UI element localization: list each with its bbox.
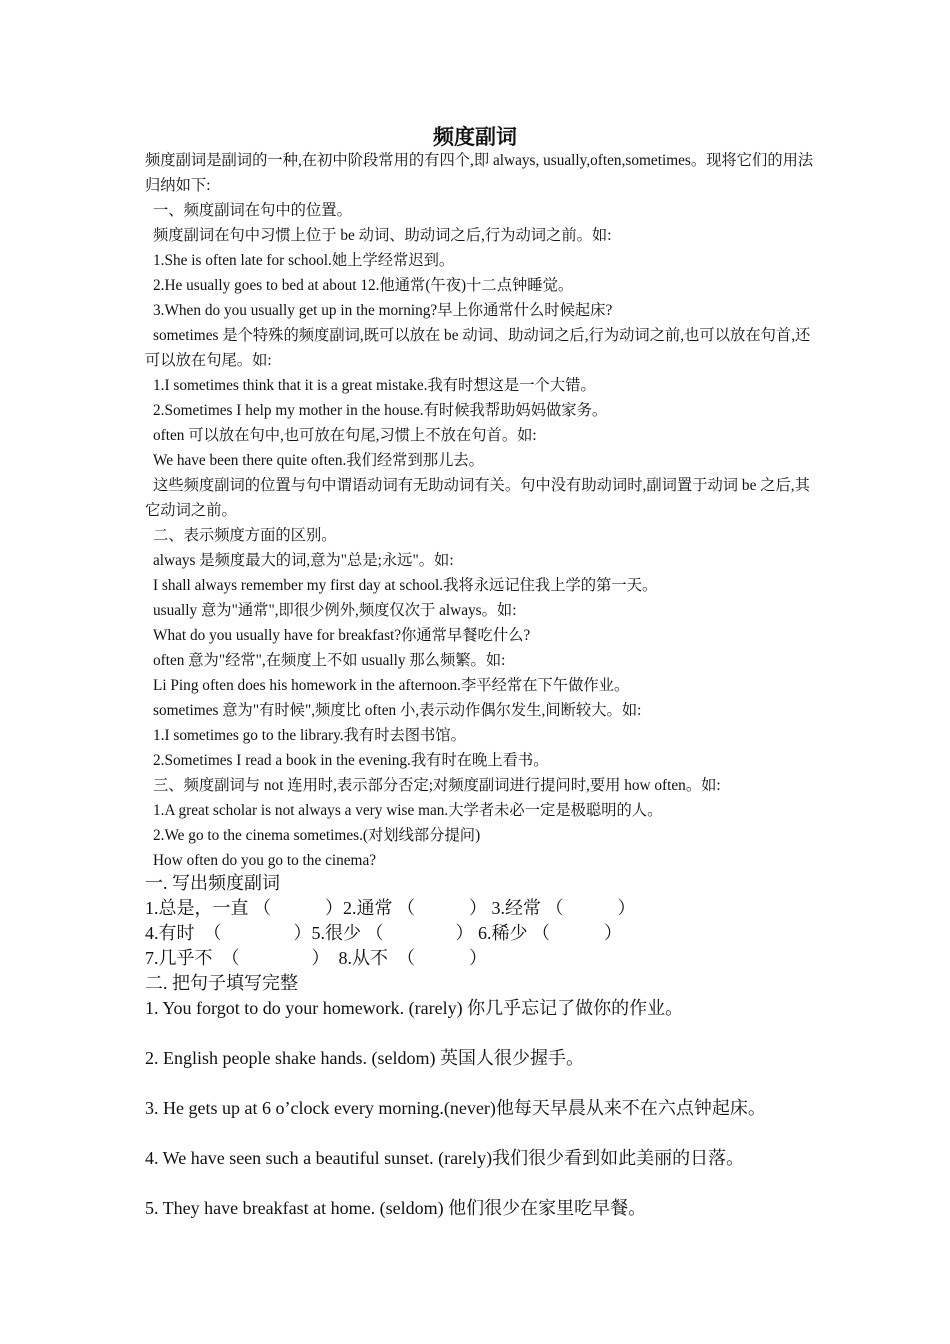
note-line: 一、频度副词在句中的位置。	[153, 202, 352, 219]
exercise2-item: 4. We have seen such a beautiful sunset. (rarely)我们很少看到如此美丽的日落。	[145, 1148, 745, 1168]
exercise2-item: 5. They have breakfast at home. (seldom) 他们很少在家里吃早餐。	[145, 1198, 647, 1218]
exercise2-item: 2. English people shake hands. (seldom) 英国人很少握手。	[145, 1048, 584, 1068]
note-line: 1.I sometimes think that it is a great mistake.我有时想这是一个大错。	[153, 377, 596, 394]
exercise1-row: 7.几乎不 （ ） 8.从不 （ ）	[145, 948, 487, 968]
note-line: We have been there quite often.我们经常到那儿去。	[153, 452, 484, 469]
note-line: 2.Sometimes I help my mother in the house.有时候我帮助妈妈做家务。	[153, 402, 608, 419]
exercise2-heading: 二. 把句子填写完整	[145, 973, 298, 993]
note-line: usually 意为"通常",即很少例外,频度仅次于 always。如:	[153, 602, 517, 619]
note-line: 1.A great scholar is not always a very wise man.大学者未必一定是极聪明的人。	[153, 802, 663, 819]
exercise1-row: 4.有时 （ ）5.很少 （ ） 6.稀少 （ ）	[145, 923, 622, 943]
note-line: 二、表示频度方面的区别。	[153, 527, 337, 544]
note-line: often 可以放在句中,也可放在句尾,习惯上不放在句首。如:	[153, 427, 537, 444]
note-line: 2.We go to the cinema sometimes.(对划线部分提问)	[153, 827, 481, 844]
note-line: sometimes 意为"有时候",频度比 often 小,表示动作偶尔发生,间断较大。如:	[153, 702, 642, 719]
note-line: 1.She is often late for school.她上学经常迟到。	[153, 252, 455, 269]
page-title: 频度副词	[433, 125, 517, 149]
exercise2-item: 3. He gets up at 6 o’clock every morning.(never)他每天早晨从来不在六点钟起床。	[145, 1098, 766, 1118]
note-line: 2.Sometimes I read a book in the evening.我有时在晚上看书。	[153, 752, 549, 769]
note-line: 2.He usually goes to bed at about 12.他通常(午夜)十二点钟睡觉。	[153, 277, 574, 294]
note-line: often 意为"经常",在频度上不如 usually 那么频繁。如:	[153, 652, 506, 669]
exercise2-item: 1. You forgot to do your homework. (rarely) 你几乎忘记了做你的作业。	[145, 998, 684, 1018]
exercise1-row: 1.总是，一直 （ ）2.通常 （ ） 3.经常 （ ）	[145, 898, 636, 918]
note-line: I shall always remember my first day at school.我将永远记住我上学的第一天。	[153, 577, 658, 594]
note-line: sometimes 是个特殊的频度副词,既可以放在 be 动词、助动词之后,行为动词之前,也可以放在句首,还可以放在句尾。如:	[145, 327, 811, 369]
note-line: 这些频度副词的位置与句中谓语动词有无助动词有关。句中没有助动词时,副词置于动词 be 之后,其它动词之前。	[145, 477, 810, 519]
note-line: How often do you go to the cinema?	[153, 852, 377, 869]
note-line: always 是频度最大的词,意为"总是;永远"。如:	[153, 552, 454, 569]
note-line: 3.When do you usually get up in the morning?早上你通常什么时候起床?	[153, 302, 613, 319]
note-line: 频度副词在句中习惯上位于 be 动词、助动词之后,行为动词之前。如:	[153, 227, 612, 244]
note-line: 频度副词是副词的一种,在初中阶段常用的有四个,即 always, usually,often,sometimes。现将它们的用法归纳如下:	[145, 152, 814, 194]
note-line: 三、频度副词与 not 连用时,表示部分否定;对频度副词进行提问时,要用 how often。如:	[153, 777, 721, 794]
note-line: What do you usually have for breakfast?你通常早餐吃什么?	[153, 627, 531, 644]
exercise1-heading: 一. 写出频度副词	[145, 873, 280, 893]
note-line: Li Ping often does his homework in the afternoon.李平经常在下午做作业。	[153, 677, 630, 694]
note-line: 1.I sometimes go to the library.我有时去图书馆。	[153, 727, 466, 744]
